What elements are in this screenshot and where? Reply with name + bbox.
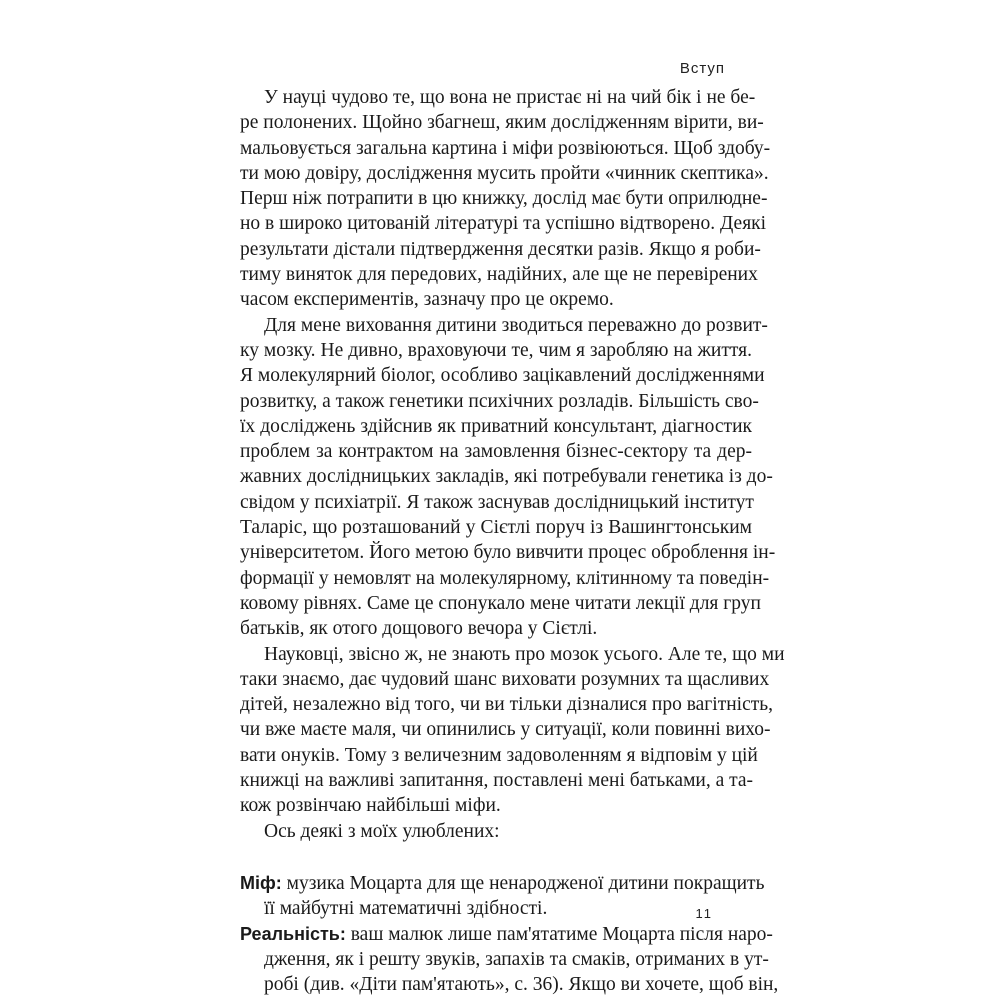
text-line: ти мою довіру, дослідження мусить пройти «чинник скептика». <box>240 162 769 184</box>
text-line: її майбутні математичні здібності. <box>264 898 548 920</box>
text-line: результати дістали підтвердження десятки разів. Якщо я роби- <box>240 238 761 260</box>
text-line: часом експериментів, зазначу про це окремо. <box>240 289 614 311</box>
text-line: таки знаємо, дає чудовий шанс виховати розумних та щасливих <box>240 668 770 690</box>
spacer <box>240 844 752 871</box>
text-line: ре полонених. Щойно збагнеш, яким дослідженням вірити, ви- <box>240 112 764 134</box>
text-line: розвитку, а також генетики психічних розладів. Більшість сво- <box>240 390 759 412</box>
text-line: робі (див. «Діти пам'ятають», с. 36). Якщо ви хочете, щоб він, <box>264 974 779 996</box>
reality-text: ваш малюк лише пам'ятатиме Моцарта після наро- <box>345 923 773 945</box>
text-line: тиму виняток для передових, надійних, але ще не перевірених <box>240 264 758 286</box>
text-line: Перш ніж потрапити в цю книжку, дослід має бути оприлюдне- <box>240 188 768 210</box>
body-text <box>240 85 785 997</box>
text-line: формації у немовлят на молекулярному, клітинному та поведін- <box>240 567 770 589</box>
text-line: но в широко цитованій літературі та успішно відтворено. Деякі <box>240 213 767 235</box>
paragraph <box>240 85 771 313</box>
text-line: мальовується загальна картина і міфи розвіюються. Щоб здобу- <box>240 137 771 159</box>
text-line <box>240 922 773 947</box>
text-line: Я молекулярний біолог, особливо зацікавлений дослідженнями <box>240 365 765 387</box>
text-line: книжці на важливі запитання, поставлені мені батьками, а та- <box>240 770 754 792</box>
text-line: дження, як і решту звуків, запахів та смаків, отриманих в ут- <box>264 948 769 970</box>
text-line <box>240 871 765 896</box>
text-line: батьків, як отого дощового вечора у Сієтлі. <box>240 618 598 640</box>
text-line: вати онуків. Тому з величезним задоволенням я відповім у цій <box>240 744 758 766</box>
page-number: 11 <box>695 906 713 921</box>
text-line: дітей, незалежно від того, чи ви тільки дізналися про вагітність, <box>240 694 774 716</box>
text-line: їх досліджень здійснив як приватний консультант, діагностик <box>240 415 752 437</box>
reality-label: Реальність: <box>240 923 346 944</box>
text-line: свідом у психіатрії. Я також заснував дослідницький інститут <box>240 491 754 513</box>
reality-entry <box>240 922 779 998</box>
paragraph <box>240 313 776 642</box>
text-line: чи вже маєте маля, чи опинились у ситуації, коли повинні вихо- <box>240 719 771 741</box>
text-line: Науковці, звісно ж, не знають про мозок усього. Але те, що ми <box>264 643 785 665</box>
text-line: проблем за контрактом на замовлення бізнес-сектору та дер- <box>240 441 752 463</box>
text-line: Ось деякі з моїх улюблених: <box>264 820 500 842</box>
text-line: університетом. Його метою було вивчити процес оброблення ін- <box>240 542 776 564</box>
myth-label: Міф: <box>240 872 282 893</box>
text-line: ку мозку. Не дивно, враховуючи те, чим я заробляю на життя. <box>240 339 752 361</box>
text-line: Таларіс, що розташований у Сієтлі поруч із Вашингтонським <box>240 517 752 539</box>
text-line: У науці чудово те, що вона не пристає ні на чий бік і не бе- <box>264 87 756 108</box>
myth-entry <box>240 871 765 922</box>
text-line: ковому рівнях. Саме це спонукало мене читати лекції для груп <box>240 592 761 614</box>
myth-text: музика Моцарта для ще ненародженої дитини покращить <box>281 872 765 894</box>
text-line: кож розвінчаю найбільші міфи. <box>240 795 501 817</box>
text-line: жавних дослідницьких закладів, які потребували генетика із до- <box>240 466 773 488</box>
running-head: Вступ <box>679 60 725 77</box>
text-line: Для мене виховання дитини зводиться переважно до розвит- <box>264 314 768 336</box>
paragraph <box>240 642 785 819</box>
